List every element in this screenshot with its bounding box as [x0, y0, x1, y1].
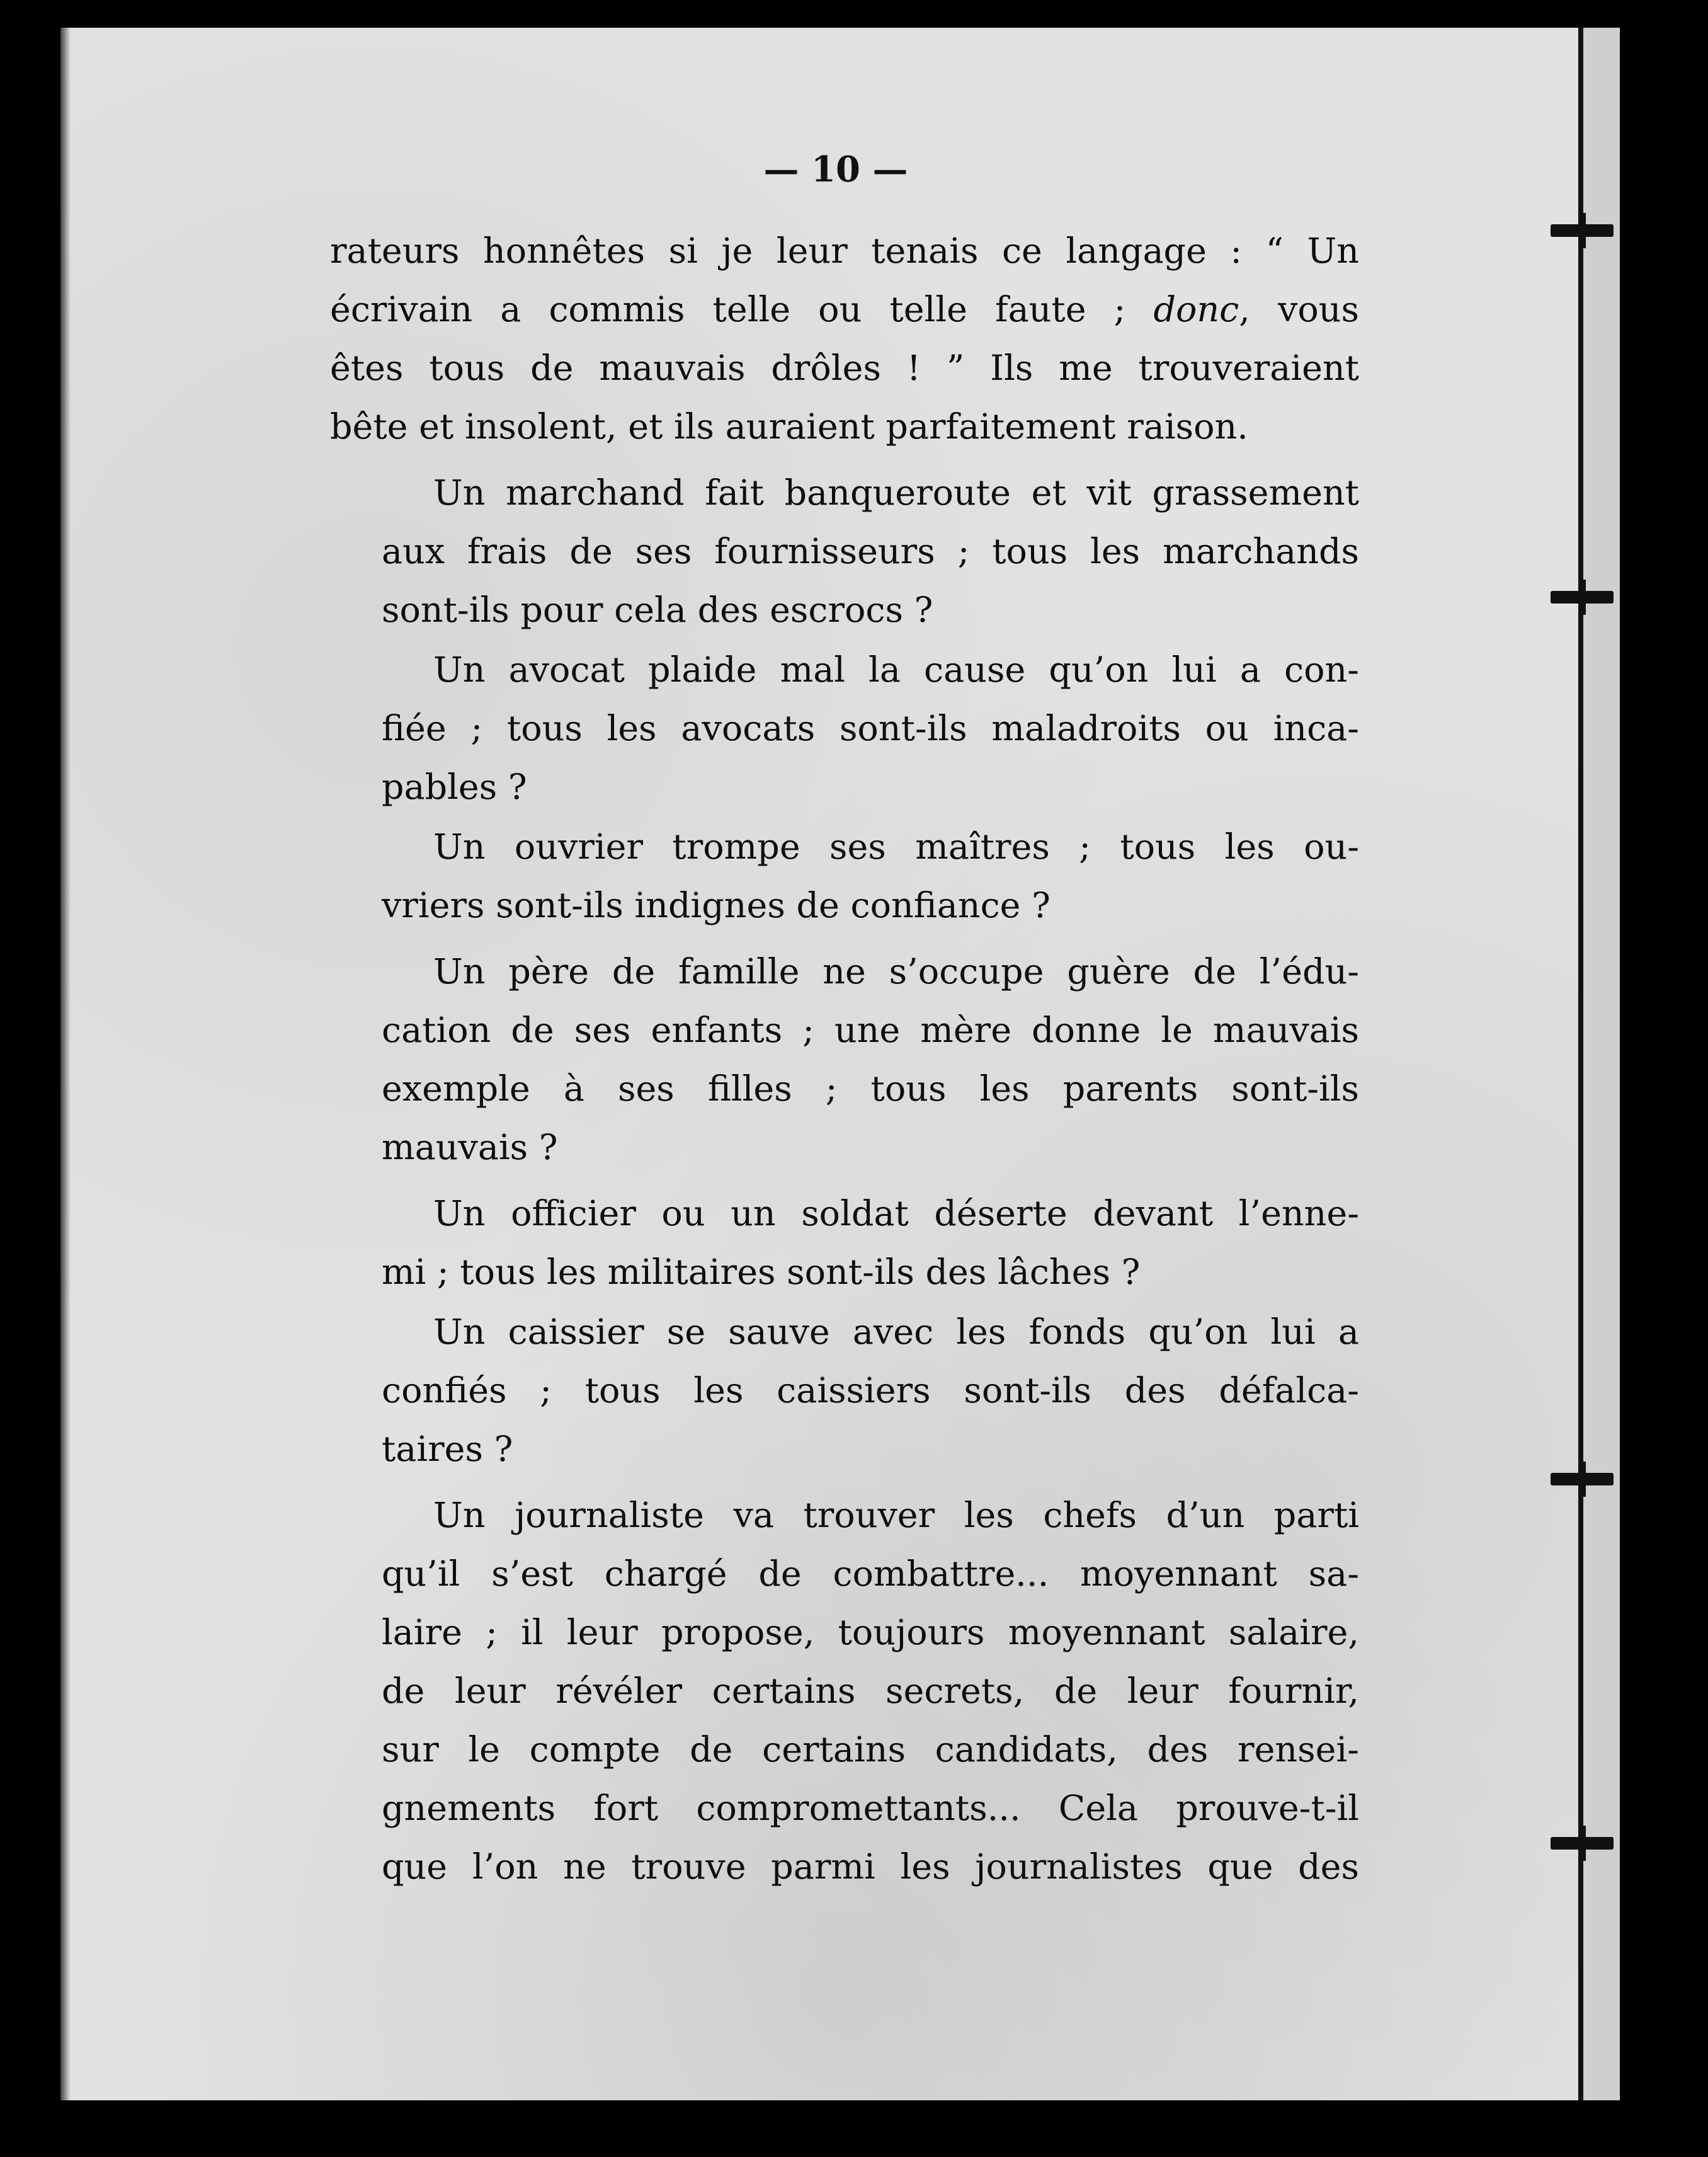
text-line: pables ? — [382, 767, 527, 808]
text-line: rateurs honnêtes si je leur tenais ce langage : “ Un — [330, 231, 1359, 272]
text-line: exemple à ses filles ; tous les parents sont-ils — [382, 1068, 1359, 1109]
paragraph — [330, 222, 1359, 456]
text-line: Un caissier se sauve avec les fonds qu’on lui a — [433, 1312, 1359, 1353]
text-line: sont-ils pour cela des escrocs ? — [382, 590, 933, 631]
text-line — [330, 280, 1359, 339]
text-line: Un père de famille ne s’occupe guère de l’édu- — [433, 951, 1359, 992]
text-line: qu’il s’est chargé de combattre... moyennant sa- — [382, 1553, 1359, 1594]
binding-staple — [1551, 1837, 1614, 1850]
text-line: Un ouvrier trompe ses maîtres ; tous les ou- — [433, 827, 1359, 867]
text-line: gnements fort compromettants... Cela prouve-t-il — [382, 1788, 1359, 1829]
emphasis-word: donc — [1153, 289, 1239, 330]
binding-staple — [1551, 224, 1614, 237]
paragraph — [330, 464, 1359, 639]
paragraph — [330, 1303, 1359, 1479]
text-line: sur le compte de certains candidats, des rensei- — [382, 1729, 1359, 1770]
paragraph — [330, 818, 1359, 935]
paragraph — [330, 1486, 1359, 1896]
text-line: Un journaliste va trouver les chefs d’un parti — [433, 1495, 1359, 1536]
left-page-edge-shadow — [60, 28, 71, 2100]
body-text — [330, 222, 1359, 1897]
text-line: êtes tous de mauvais drôles ! ” Ils me trouveraient — [330, 348, 1359, 389]
text-fragment: écrivain a commis telle ou telle faute ; — [330, 289, 1154, 330]
text-line: laire ; il leur propose, toujours moyennant salaire, — [382, 1612, 1359, 1653]
text-line: Un marchand fait banqueroute et vit grassement — [433, 472, 1359, 513]
binding-strip — [1578, 28, 1620, 2100]
text-line: confiés ; tous les caissiers sont-ils des défalca- — [382, 1370, 1359, 1411]
text-fragment: , vous — [1239, 289, 1359, 330]
text-line: Un officier ou un soldat déserte devant l’enne- — [433, 1193, 1359, 1234]
text-line: vriers sont-ils indignes de confiance ? — [382, 885, 1050, 926]
text-line: que l’on ne trouve parmi les journalistes que des — [382, 1846, 1359, 1887]
binding-staple — [1551, 591, 1614, 604]
text-line: fiée ; tous les avocats sont-ils maladroits ou inca- — [382, 708, 1359, 749]
binding-staple — [1551, 1473, 1614, 1485]
page-number: — 10 — — [763, 149, 908, 190]
paragraph — [330, 1184, 1359, 1302]
text-line: cation de ses enfants ; une mère donne le mauvais — [382, 1010, 1359, 1051]
paragraph — [330, 942, 1359, 1177]
text-line: de leur révéler certains secrets, de leur fournir, — [382, 1671, 1359, 1712]
text-line: taires ? — [382, 1429, 513, 1470]
paragraph — [330, 641, 1359, 816]
text-line: bête et insolent, et ils auraient parfaitement raison. — [330, 406, 1248, 447]
text-line: mi ; tous les militaires sont-ils des lâches ? — [382, 1252, 1141, 1293]
text-line: Un avocat plaide mal la cause qu’on lui a con- — [433, 649, 1359, 690]
text-line: aux frais de ses fournisseurs ; tous les marchands — [382, 531, 1359, 572]
text-line: mauvais ? — [382, 1127, 558, 1168]
binding-line — [1578, 28, 1583, 2100]
